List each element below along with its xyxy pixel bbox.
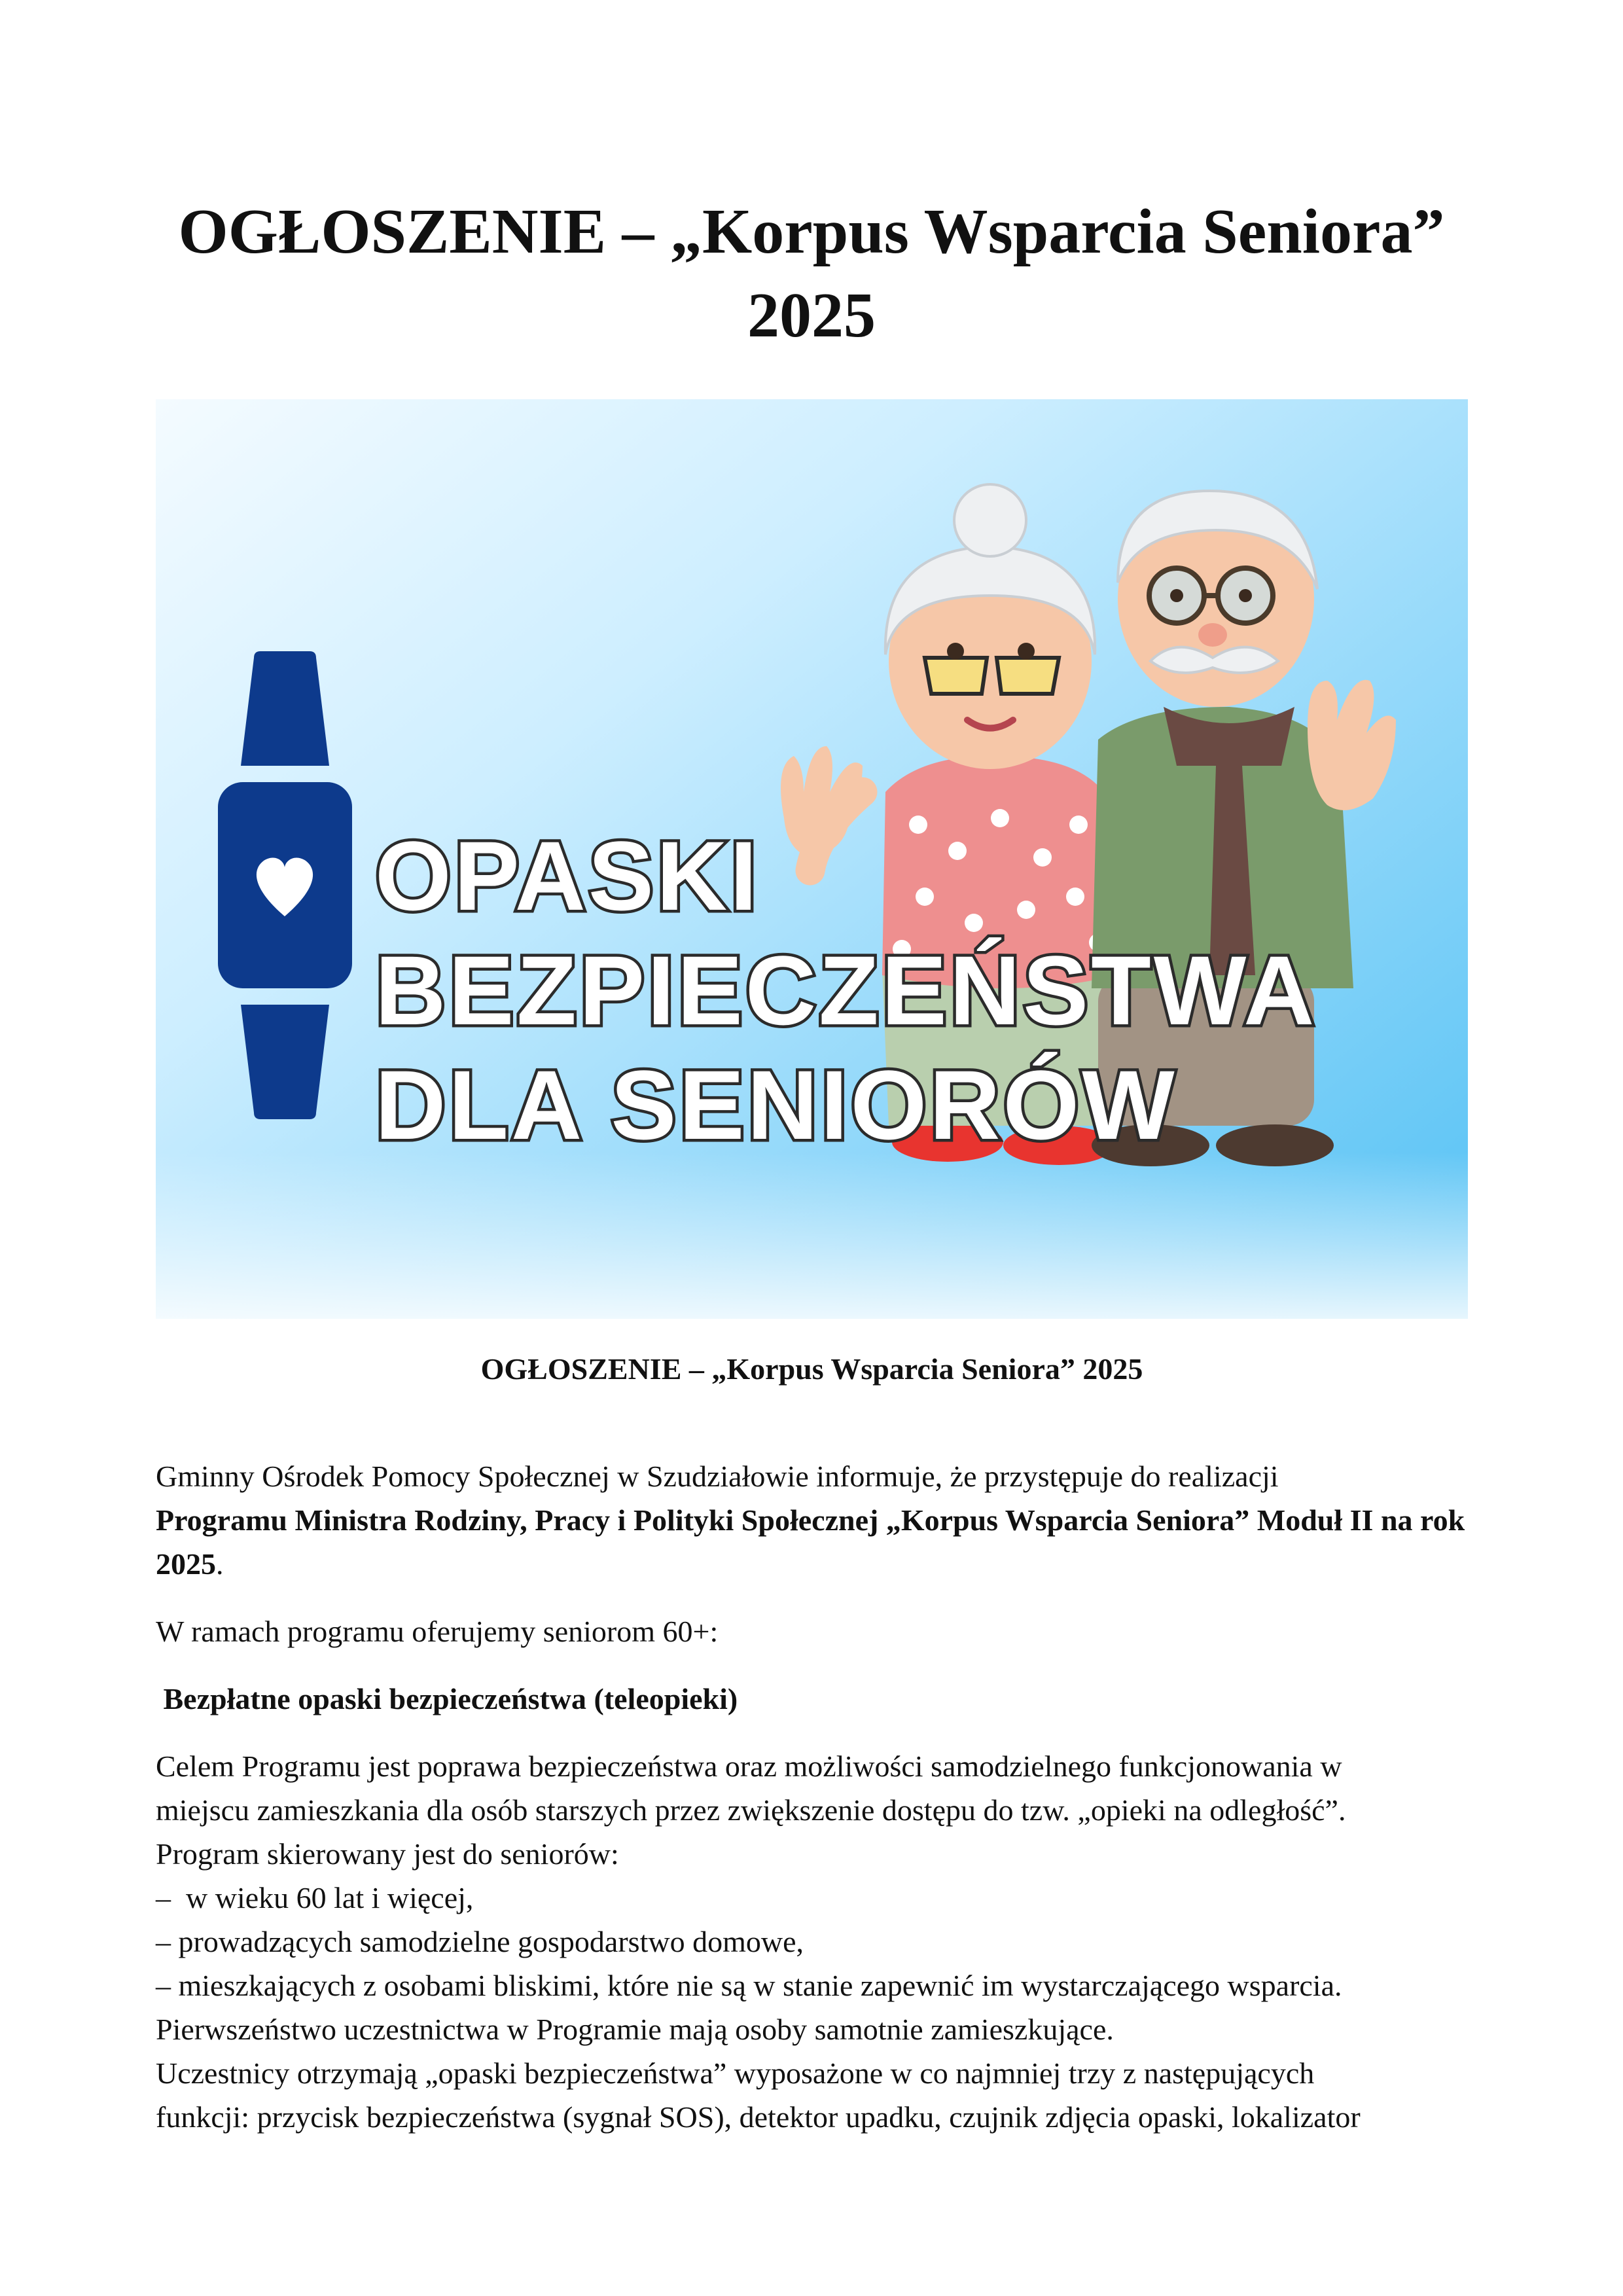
description-line: – w wieku 60 lat i więcej, <box>156 1881 474 1914</box>
description-line: Uczestnicy otrzymają „opaski bezpieczeństwa” wyposażone w co najmniej trzy z następujących <box>156 2056 1315 2090</box>
caption: OGŁOSZENIE – „Korpus Wsparcia Seniora” 2025 <box>480 1352 1143 1386</box>
description-line: Pierwszeństwo uczestnictwa w Programie mają osoby samotnie zamieszkujące. <box>156 2013 1114 2046</box>
description-line: – mieszkających z osobami bliskimi, które nie są w stanie zapewnić im wystarczającego wsparcia. <box>156 1969 1342 2002</box>
intro-bold: Programu Ministra Rodziny, Pracy i Polityki Społecznej „Korpus Wsparcia Seniora” Moduł II na rok 2025 <box>156 1503 1465 1581</box>
banner-text-line-1: OPASKI <box>375 821 760 931</box>
intro-end: . <box>216 1547 224 1581</box>
intro-paragraph <box>156 1454 1478 1586</box>
offer-line: W ramach programu oferujemy seniorom 60+: <box>156 1615 719 1648</box>
body-text <box>156 1454 1478 2139</box>
banner-text-line-2: BEZPIECZEŃSTWA <box>375 935 1317 1045</box>
offer-heading: Bezpłatne opaski bezpieczeństwa (teleopieki) <box>156 1682 738 1715</box>
intro-regular: Gminny Ośrodek Pomocy Społecznej w Szudziałowie informuje, że przystępuje do realizacji <box>156 1460 1279 1493</box>
program-description <box>156 1744 1478 2139</box>
banner-text-line-3: DLA SENIORÓW <box>375 1050 1177 1160</box>
description-line: Celem Programu jest poprawa bezpieczeństwa oraz możliwości samodzielnego funkcjonowania w <box>156 1749 1342 1783</box>
title-line-1: OGŁOSZENIE – „Korpus Wsparcia Seniora” <box>178 196 1445 267</box>
title-line-2: 2025 <box>747 280 876 351</box>
banner-illustration <box>156 399 1468 1319</box>
description-line: miejscu zamieszkania dla osób starszych przez zwiększenie dostępu do tzw. „opieki na odległość”. <box>156 1793 1346 1827</box>
description-line: – prowadzących samodzielne gospodarstwo domowe, <box>156 1925 804 1958</box>
banner-image <box>156 399 1468 1319</box>
description-line: Program skierowany jest do seniorów: <box>156 1837 619 1871</box>
description-line: funkcji: przycisk bezpieczeństwa (sygnał SOS), detektor upadku, czujnik zdjęcia opaski, lokalizator <box>156 2100 1361 2134</box>
page-title <box>118 190 1505 357</box>
